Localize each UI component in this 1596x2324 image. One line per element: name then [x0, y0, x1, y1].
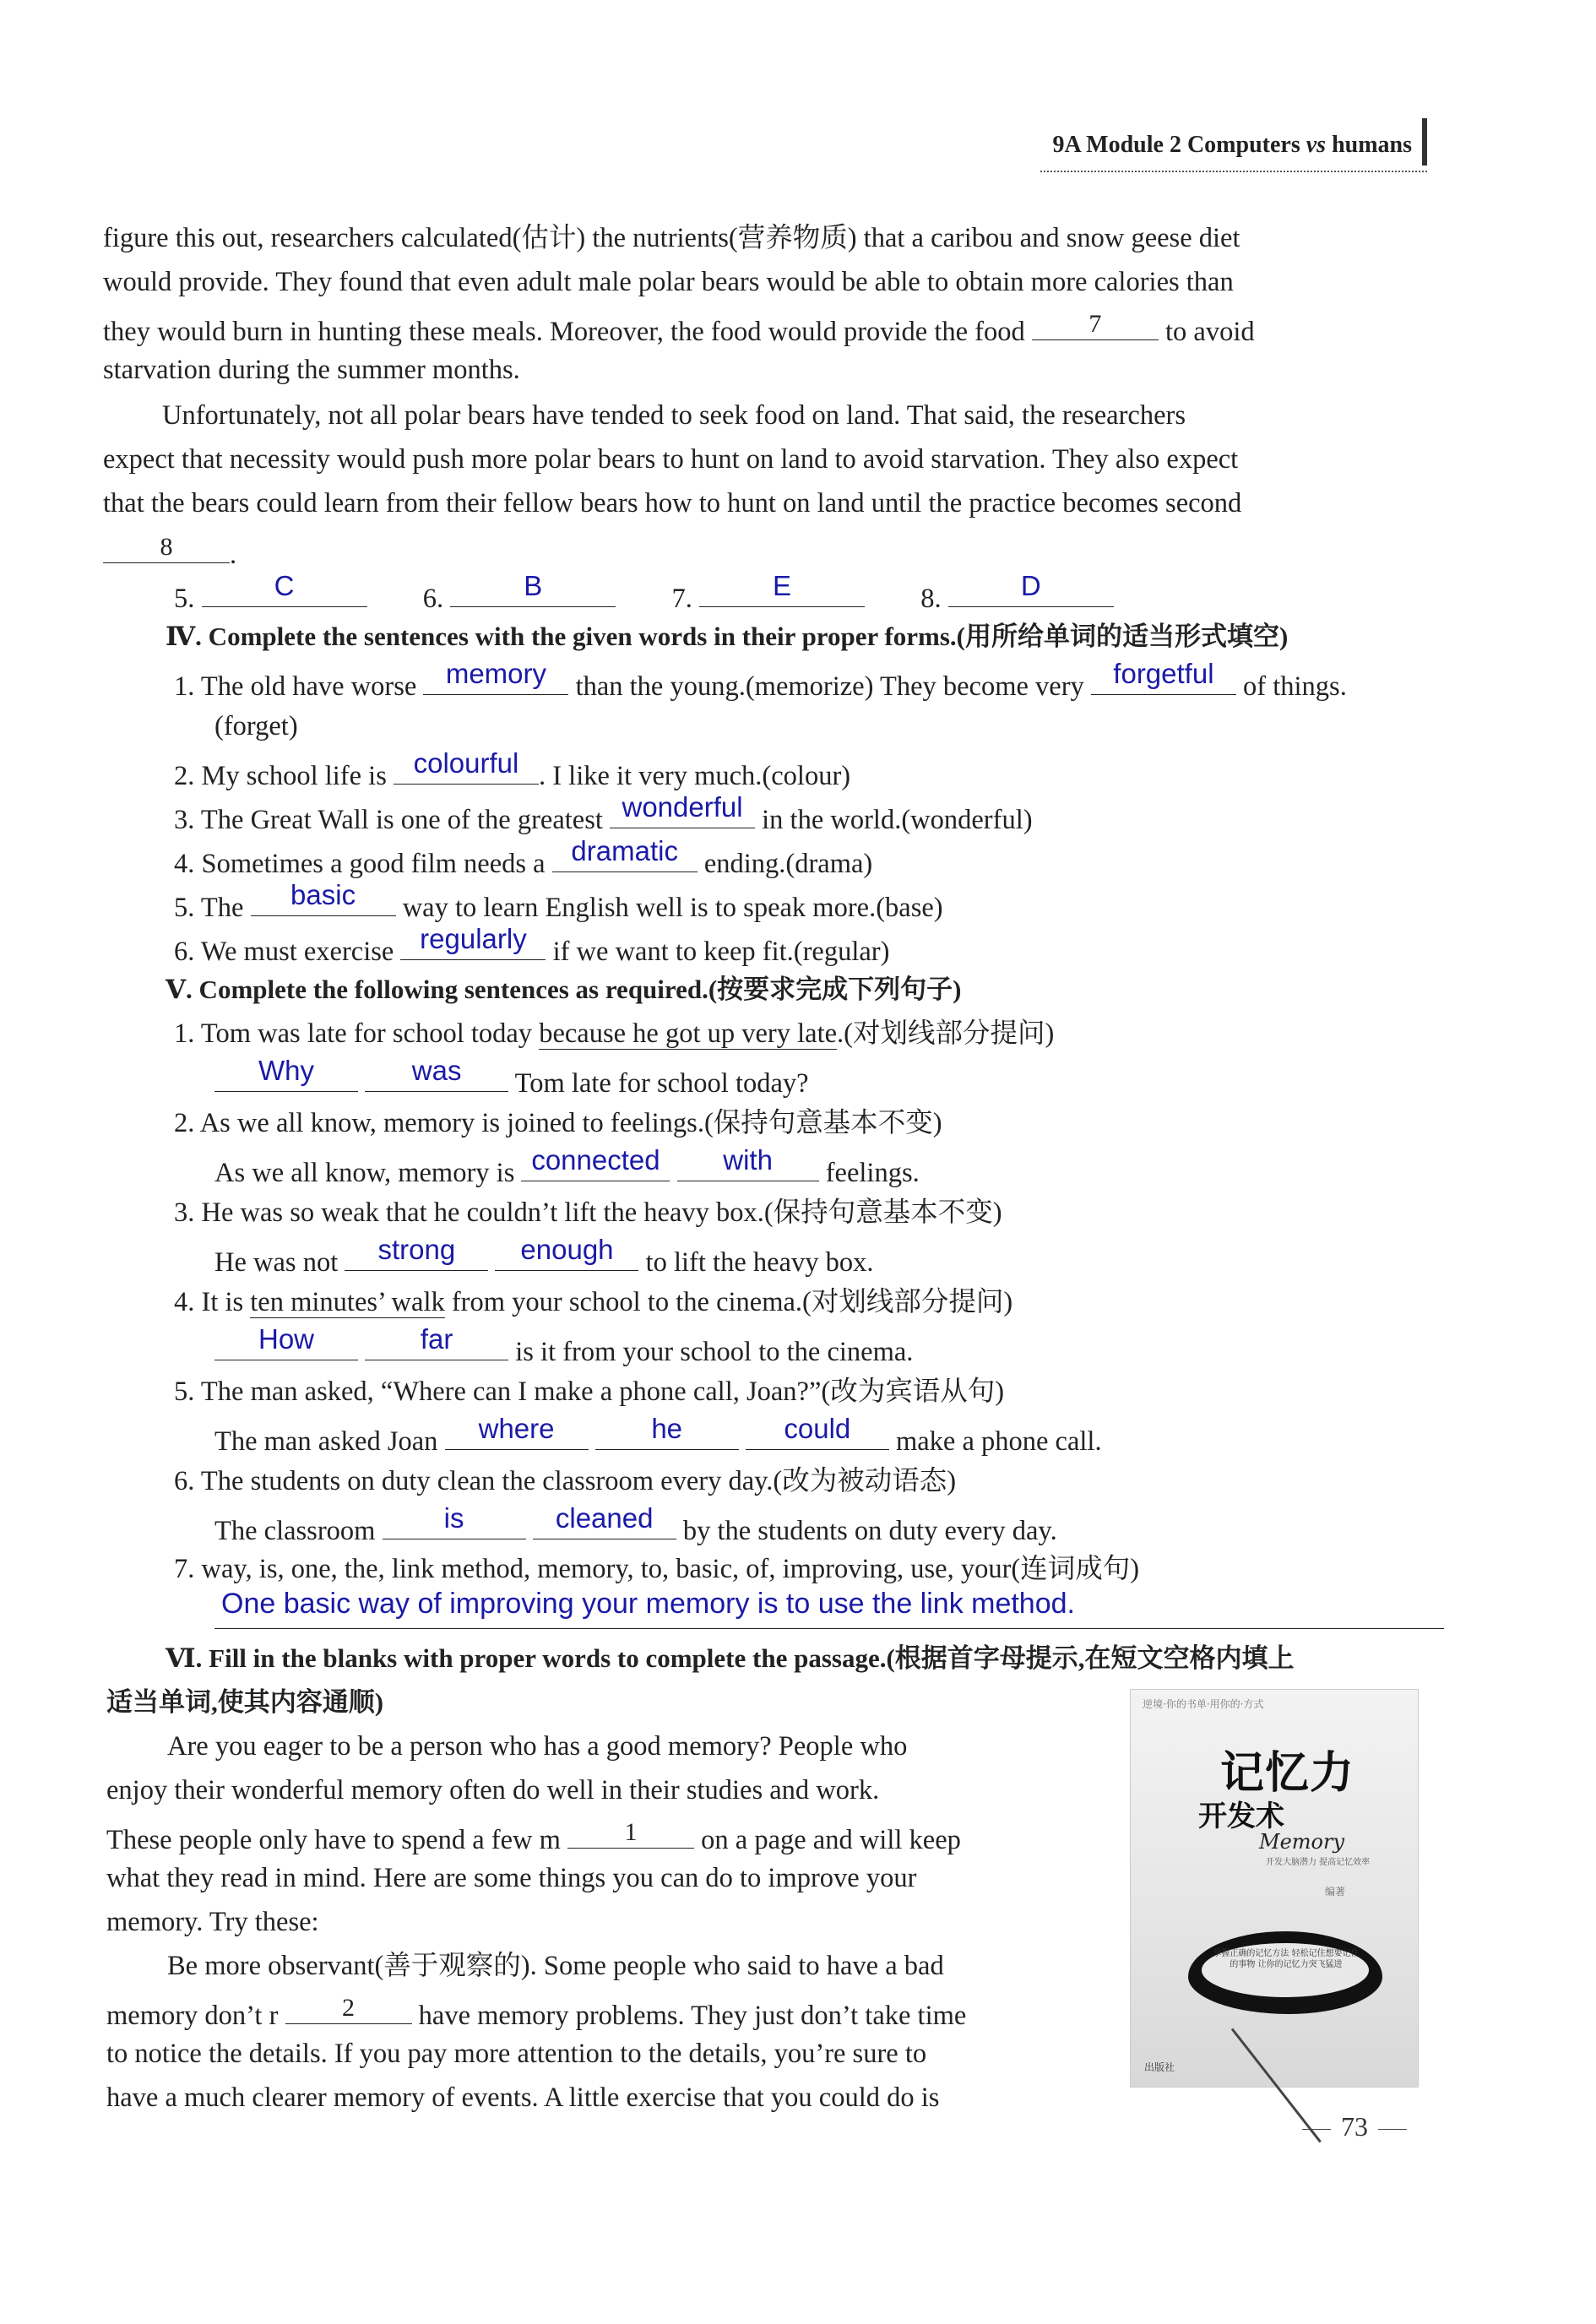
question-answer-line: Why was Tom late for school today? — [214, 1061, 809, 1100]
answer-blank: forgetful — [1091, 664, 1236, 695]
book-english-title: Memory — [1259, 1830, 1345, 1854]
answer-blank: basic — [251, 885, 396, 916]
answer-blank: dramatic — [552, 841, 698, 872]
question: 4. It is ten minutes’ walk from your school to the cinema.(对划线部分提问) — [174, 1287, 1013, 1317]
answer-rule — [214, 1628, 1444, 1629]
answer-blank: was — [365, 1061, 508, 1092]
question-answer-line: The classroom is cleaned by the students on duty every day. — [214, 1502, 1057, 1546]
answers-5-8: 5. C 6. B 7. E 8. D — [174, 576, 1114, 616]
blank-7: 7 — [1032, 309, 1159, 340]
question: 6. The students on duty clean the classroom every day.(改为被动语态) — [174, 1466, 957, 1496]
passage-line: to notice the details. If you pay more attention to the details, you’re sure to — [106, 2039, 927, 2069]
handwritten-answer: One basic way of improving your memory is to use the link method. — [221, 1588, 1075, 1620]
answer-blank: far — [365, 1329, 508, 1360]
question: 4. Sometimes a good film needs a dramatic ending.(drama) — [174, 835, 873, 879]
book-cover-image: 逆境·你的书单·用你的·方式 记忆力 开发术 Memory 开发大脑潜力 提高记忆效率 编著 掌握正确的记忆方法 轻松记住想要记住的事物 让你的记忆力突飞猛进 出版社 — [1130, 1689, 1419, 2088]
passage-line: starvation during the summer months. — [103, 355, 520, 385]
section-6-title: Ⅵ. Fill in the blanks with proper words to complete the passage.(根据首字母提示,在短文空格内填上 — [166, 1643, 1295, 1673]
question-answer-line: He was not strong enough to lift the heavy box. — [214, 1234, 874, 1278]
answer-blank: where — [445, 1419, 589, 1450]
section-6-title-cont: 适当单词,使其内容通顺) — [106, 1687, 384, 1717]
answer-blank: connected — [521, 1150, 670, 1181]
answer-blank: How — [214, 1329, 358, 1360]
answer-blank: B — [450, 576, 616, 607]
answer-blank: C — [202, 576, 367, 607]
header-title: 9A Module 2 Computers vs humans — [1052, 132, 1412, 158]
question-answer-line: How far is it from your school to the cinema. — [214, 1329, 913, 1369]
question: 2. My school life is colourful . I like it very much.(colour) — [174, 747, 851, 791]
answer-blank: cleaned — [533, 1508, 676, 1539]
passage-line: These people only have to spend a few m 1 on a page and will keep — [106, 1818, 961, 1855]
book-title: 记忆力 — [1220, 1748, 1355, 1799]
passage-line: they would burn in hunting these meals. Moreover, the food would provide the food 7 to avoid — [103, 310, 1255, 347]
page-number: 73 — [1292, 2111, 1417, 2142]
answer-blank: is — [383, 1508, 526, 1539]
answer-blank: he — [595, 1419, 739, 1450]
passage-line: Be more observant(善于观察的). Some people who said to have a bad — [167, 1951, 944, 1981]
blank-1: 1 — [567, 1817, 694, 1849]
question: 2. As we all know, memory is joined to feelings.(保持句意基本不变) — [174, 1108, 942, 1138]
question: 3. The Great Wall is one of the greatest wonderful in the world.(wonderful) — [174, 791, 1033, 835]
question: 1. The old have worse memory than the young.(memorize) They become very forgetful of things. — [174, 658, 1347, 702]
book-subtitle: 开发术 — [1198, 1800, 1284, 1833]
answer-blank: strong — [345, 1240, 488, 1271]
answer-blank: could — [746, 1419, 889, 1450]
passage-line: what they read in mind. Here are some things you can do to improve your — [106, 1863, 917, 1893]
question-answer-line: The man asked Joan where he could make a phone call. — [214, 1413, 1102, 1457]
section-4-title: Ⅳ. Complete the sentences with the given words in their proper forms.(用所给单词的适当形式填空) — [166, 622, 1289, 651]
passage-line: that the bears could learn from their fellow bears how to hunt on land until the practice becomes second — [103, 488, 1242, 519]
section-5-title: Ⅴ. Complete the following sentences as required.(按要求完成下列句子) — [166, 975, 962, 1004]
answer-blank: E — [699, 576, 865, 607]
passage-line: enjoy their wonderful memory often do well in their studies and work. — [106, 1775, 880, 1805]
question: 6. We must exercise regularly if we want to keep fit.(regular) — [174, 923, 890, 967]
page-header — [1040, 127, 1427, 172]
header-bar — [1422, 118, 1427, 166]
passage-line: Are you eager to be a person who has a good memory? People who — [167, 1731, 908, 1762]
passage-line: Unfortunately, not all polar bears have tended to seek food on land. That said, the researchers — [162, 400, 1186, 431]
answer-blank: memory — [423, 664, 568, 695]
answer-blank: wonderful — [610, 797, 755, 828]
answer-blank: with — [677, 1150, 819, 1181]
answer-blank: colourful — [394, 753, 539, 785]
blank-2: 2 — [285, 1993, 412, 2024]
passage-line: have a much clearer memory of events. A little exercise that you could do is — [106, 2082, 940, 2113]
question: 5. The man asked, “Where can I make a phone call, Joan?”(改为宾语从句) — [174, 1376, 1005, 1407]
question: 3. He was so weak that he couldn’t lift the heavy box.(保持句意基本不变) — [174, 1197, 1002, 1228]
question: 5. The basic way to learn English well is to speak more.(base) — [174, 879, 943, 923]
passage-line: expect that necessity would push more polar bears to hunt on land to avoid starvation. They also expect — [103, 444, 1239, 475]
passage-line: would provide. They found that even adult male polar bears would be able to obtain more calories than — [103, 267, 1234, 297]
question-answer-line: As we all know, memory is connected with feelings. — [214, 1144, 920, 1188]
question-cont: (forget) — [214, 711, 298, 741]
blank-8: 8 — [103, 532, 230, 563]
passage-line: figure this out, researchers calculated(估计) the nutrients(营养物质) that a caribou and snow geese diet — [103, 223, 1240, 253]
passage-line: memory. Try these: — [106, 1907, 319, 1937]
underlined-part: because he got up very late — [539, 1018, 838, 1049]
question: 7. way, is, one, the, link method, memory, to, basic, of, improving, use, your(连词成句) — [174, 1554, 1140, 1584]
answer-blank: regularly — [400, 929, 546, 960]
passage-line: memory don’t r 2 have memory problems. They just don’t take time — [106, 1994, 967, 2031]
answer-blank: D — [948, 576, 1114, 607]
answer-blank: enough — [495, 1240, 638, 1271]
question: 1. Tom was late for school today because he got up very late.(对划线部分提问) — [174, 1018, 1055, 1049]
underlined-part: ten minutes’ walk — [250, 1287, 445, 1317]
passage-line: 8 . — [103, 532, 236, 572]
answer-blank: Why — [214, 1061, 358, 1092]
